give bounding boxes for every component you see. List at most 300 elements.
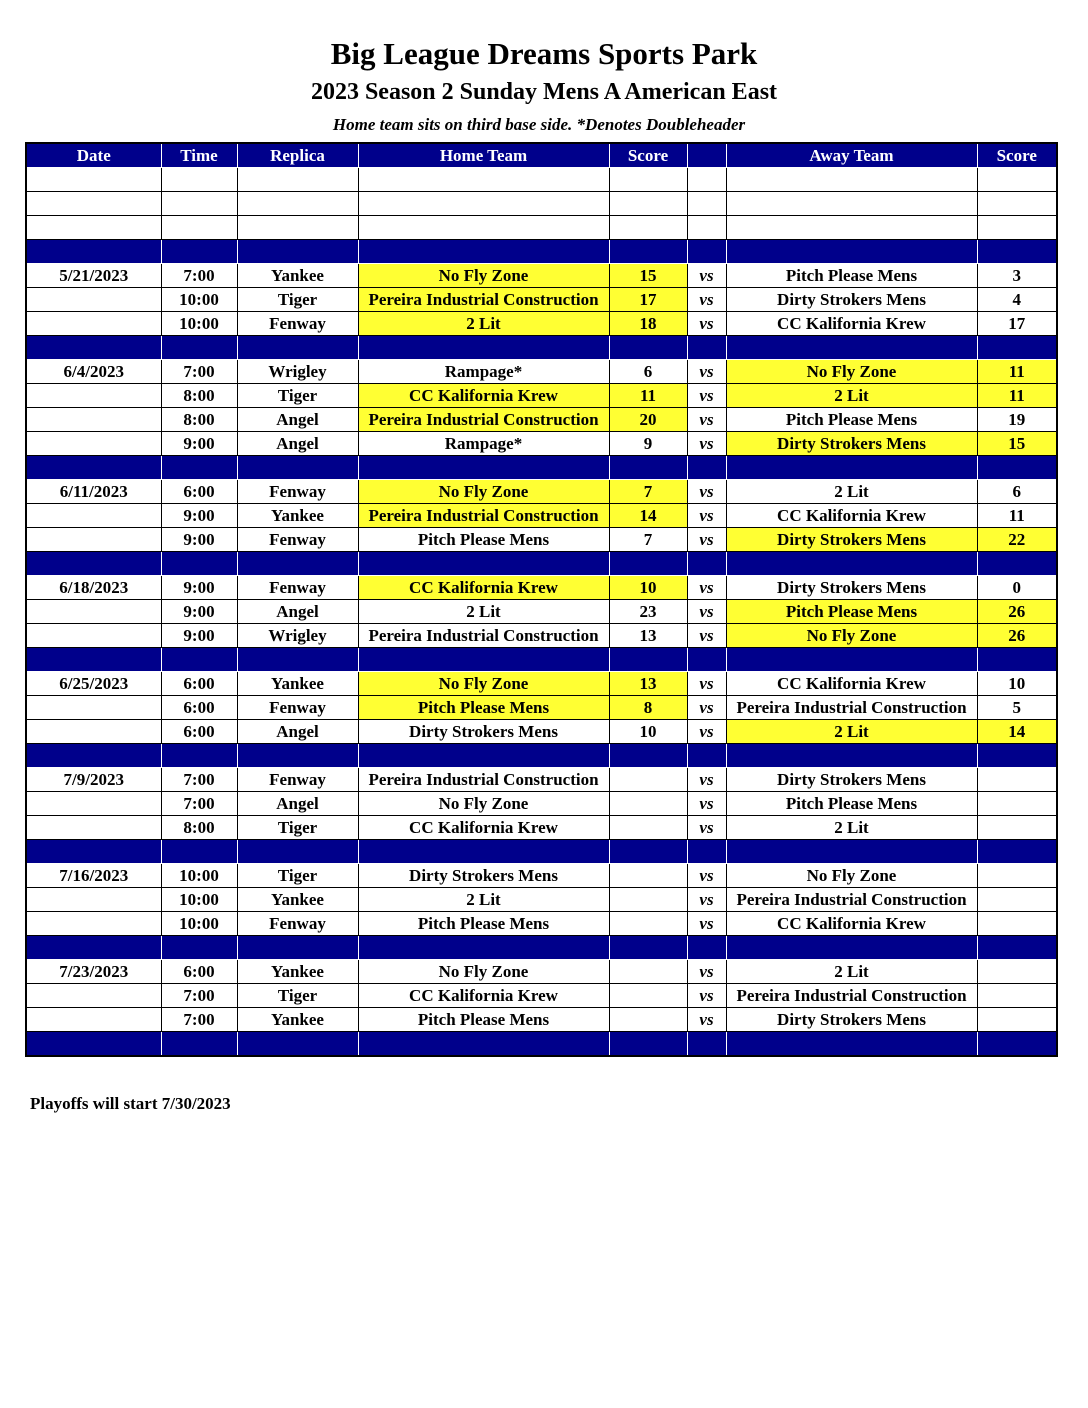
- home-team-cell: Pereira Industrial Construction: [358, 408, 609, 432]
- time-cell: 6:00: [161, 672, 237, 696]
- band-cell: [237, 552, 358, 576]
- time-cell: 6:00: [161, 960, 237, 984]
- time-cell: 10:00: [161, 864, 237, 888]
- away-score-cell: 0: [977, 576, 1057, 600]
- home-score-cell: 9: [609, 432, 687, 456]
- home-score-cell: [609, 984, 687, 1008]
- home-team-cell: CC Kalifornia Krew: [358, 984, 609, 1008]
- home-team-cell: Dirty Strokers Mens: [358, 720, 609, 744]
- away-team-cell: Dirty Strokers Mens: [726, 1008, 977, 1032]
- band-cell: [26, 456, 161, 480]
- game-row: [26, 984, 1057, 1008]
- away-score-cell: 26: [977, 600, 1057, 624]
- away-score-cell: [977, 912, 1057, 936]
- schedule-note: Home team sits on third base side. *Denotes Doubleheader: [332, 115, 746, 134]
- empty-cell: [726, 168, 977, 192]
- away-score-cell: 11: [977, 504, 1057, 528]
- home-team-cell: CC Kalifornia Krew: [358, 576, 609, 600]
- home-team-cell: 2 Lit: [358, 312, 609, 336]
- band-cell: [687, 456, 726, 480]
- home-team-cell: Pereira Industrial Construction: [358, 504, 609, 528]
- time-cell: 8:00: [161, 384, 237, 408]
- home-team-cell: Pitch Please Mens: [358, 696, 609, 720]
- playoffs-note: Playoffs will start 7/30/2023: [30, 1094, 231, 1113]
- away-team-cell: 2 Lit: [726, 480, 977, 504]
- home-team-cell: Pereira Industrial Construction: [358, 624, 609, 648]
- away-score-cell: 26: [977, 624, 1057, 648]
- band-cell: [237, 456, 358, 480]
- vs-cell: vs: [687, 984, 726, 1008]
- replica-cell: Fenway: [237, 696, 358, 720]
- vs-cell: vs: [687, 360, 726, 384]
- game-row: [26, 912, 1057, 936]
- replica-cell: Yankee: [237, 264, 358, 288]
- band-cell: [358, 456, 609, 480]
- band-cell: [977, 552, 1057, 576]
- away-team-cell: Pitch Please Mens: [726, 792, 977, 816]
- band-cell: [358, 552, 609, 576]
- empty-row: [26, 216, 1057, 240]
- vs-cell: vs: [687, 864, 726, 888]
- vs-cell: vs: [687, 888, 726, 912]
- home-score-cell: 6: [609, 360, 687, 384]
- time-cell: 7:00: [161, 360, 237, 384]
- band-cell: [609, 1032, 687, 1057]
- home-team-cell: No Fly Zone: [358, 960, 609, 984]
- vs-cell: vs: [687, 576, 726, 600]
- game-row: [26, 504, 1057, 528]
- away-team-cell: 2 Lit: [726, 720, 977, 744]
- home-score-cell: 15: [609, 264, 687, 288]
- away-team-cell: Dirty Strokers Mens: [726, 768, 977, 792]
- band-cell: [161, 552, 237, 576]
- home-score-cell: 10: [609, 576, 687, 600]
- col-header-time: Time: [161, 143, 237, 168]
- away-team-cell: CC Kalifornia Krew: [726, 504, 977, 528]
- vs-cell: vs: [687, 1008, 726, 1032]
- replica-cell: Tiger: [237, 816, 358, 840]
- game-row: [26, 600, 1057, 624]
- band-cell: [237, 336, 358, 360]
- game-row: [26, 480, 1057, 504]
- band-cell: [26, 240, 161, 264]
- separator-band: [26, 936, 1057, 960]
- empty-cell: [358, 216, 609, 240]
- empty-cell: [977, 216, 1057, 240]
- game-row: [26, 792, 1057, 816]
- empty-cell: [26, 216, 161, 240]
- away-team-cell: Dirty Strokers Mens: [726, 288, 977, 312]
- away-team-cell: Pitch Please Mens: [726, 408, 977, 432]
- time-cell: 6:00: [161, 720, 237, 744]
- vs-cell: vs: [687, 504, 726, 528]
- band-cell: [726, 336, 977, 360]
- vs-cell: vs: [687, 960, 726, 984]
- band-cell: [237, 744, 358, 768]
- band-cell: [26, 744, 161, 768]
- away-score-cell: [977, 888, 1057, 912]
- time-cell: 7:00: [161, 264, 237, 288]
- vs-cell: vs: [687, 600, 726, 624]
- band-cell: [726, 840, 977, 864]
- home-score-cell: 13: [609, 672, 687, 696]
- replica-cell: Fenway: [237, 528, 358, 552]
- band-cell: [609, 744, 687, 768]
- game-row: [26, 720, 1057, 744]
- empty-cell: [161, 192, 237, 216]
- band-cell: [26, 336, 161, 360]
- home-team-cell: Pereira Industrial Construction: [358, 288, 609, 312]
- vs-cell: vs: [687, 912, 726, 936]
- page-title: Big League Dreams Sports Park: [330, 36, 758, 71]
- date-cell: [26, 696, 161, 720]
- empty-cell: [609, 216, 687, 240]
- vs-cell: vs: [687, 480, 726, 504]
- home-team-cell: Pitch Please Mens: [358, 1008, 609, 1032]
- away-score-cell: [977, 1008, 1057, 1032]
- home-score-cell: 7: [609, 480, 687, 504]
- replica-cell: Angel: [237, 600, 358, 624]
- empty-cell: [237, 168, 358, 192]
- time-cell: 9:00: [161, 624, 237, 648]
- date-cell: [26, 1008, 161, 1032]
- home-team-cell: No Fly Zone: [358, 672, 609, 696]
- time-cell: 9:00: [161, 432, 237, 456]
- band-cell: [977, 456, 1057, 480]
- band-cell: [358, 648, 609, 672]
- game-row: [26, 312, 1057, 336]
- date-cell: [26, 816, 161, 840]
- date-cell: [26, 720, 161, 744]
- game-row: [26, 432, 1057, 456]
- away-team-cell: 2 Lit: [726, 384, 977, 408]
- separator-band: [26, 552, 1057, 576]
- home-team-cell: Pitch Please Mens: [358, 528, 609, 552]
- separator-band: [26, 648, 1057, 672]
- game-row: [26, 1008, 1057, 1032]
- date-cell: 6/25/2023: [26, 672, 161, 696]
- band-cell: [237, 648, 358, 672]
- home-team-cell: Dirty Strokers Mens: [358, 864, 609, 888]
- away-score-cell: [977, 768, 1057, 792]
- date-cell: 6/11/2023: [26, 480, 161, 504]
- home-team-cell: Rampage*: [358, 360, 609, 384]
- game-row: [26, 960, 1057, 984]
- band-cell: [977, 840, 1057, 864]
- band-cell: [237, 840, 358, 864]
- band-cell: [726, 648, 977, 672]
- band-cell: [726, 552, 977, 576]
- vs-cell: vs: [687, 312, 726, 336]
- date-cell: [26, 600, 161, 624]
- away-score-cell: 11: [977, 384, 1057, 408]
- time-cell: 6:00: [161, 696, 237, 720]
- away-team-cell: No Fly Zone: [726, 624, 977, 648]
- game-row: [26, 576, 1057, 600]
- time-cell: 10:00: [161, 912, 237, 936]
- away-team-cell: Pereira Industrial Construction: [726, 696, 977, 720]
- empty-cell: [687, 216, 726, 240]
- home-team-cell: 2 Lit: [358, 888, 609, 912]
- replica-cell: Fenway: [237, 768, 358, 792]
- date-cell: [26, 504, 161, 528]
- game-row: [26, 384, 1057, 408]
- game-row: [26, 528, 1057, 552]
- away-score-cell: 14: [977, 720, 1057, 744]
- table-header-row: [26, 143, 1057, 168]
- band-cell: [161, 648, 237, 672]
- band-cell: [358, 936, 609, 960]
- away-score-cell: 6: [977, 480, 1057, 504]
- date-cell: [26, 408, 161, 432]
- band-cell: [977, 240, 1057, 264]
- band-cell: [726, 456, 977, 480]
- away-score-cell: 22: [977, 528, 1057, 552]
- date-cell: 7/23/2023: [26, 960, 161, 984]
- away-score-cell: 11: [977, 360, 1057, 384]
- band-cell: [26, 552, 161, 576]
- home-score-cell: 17: [609, 288, 687, 312]
- time-cell: 6:00: [161, 480, 237, 504]
- time-cell: 10:00: [161, 312, 237, 336]
- empty-cell: [977, 168, 1057, 192]
- replica-cell: Angel: [237, 720, 358, 744]
- band-cell: [687, 936, 726, 960]
- replica-cell: Wrigley: [237, 360, 358, 384]
- empty-cell: [977, 192, 1057, 216]
- replica-cell: Fenway: [237, 576, 358, 600]
- band-cell: [237, 936, 358, 960]
- band-cell: [977, 936, 1057, 960]
- band-cell: [609, 240, 687, 264]
- band-cell: [161, 936, 237, 960]
- home-score-cell: 18: [609, 312, 687, 336]
- vs-cell: vs: [687, 264, 726, 288]
- separator-band: [26, 456, 1057, 480]
- date-cell: 5/21/2023: [26, 264, 161, 288]
- band-cell: [358, 240, 609, 264]
- band-cell: [609, 648, 687, 672]
- time-cell: 9:00: [161, 576, 237, 600]
- band-cell: [26, 1032, 161, 1057]
- away-team-cell: Dirty Strokers Mens: [726, 528, 977, 552]
- time-cell: 10:00: [161, 288, 237, 312]
- vs-cell: vs: [687, 816, 726, 840]
- away-score-cell: [977, 864, 1057, 888]
- away-team-cell: Pereira Industrial Construction: [726, 888, 977, 912]
- band-cell: [26, 648, 161, 672]
- replica-cell: Yankee: [237, 960, 358, 984]
- home-team-cell: CC Kalifornia Krew: [358, 816, 609, 840]
- empty-cell: [26, 192, 161, 216]
- date-cell: [26, 528, 161, 552]
- game-row: [26, 696, 1057, 720]
- home-score-cell: 13: [609, 624, 687, 648]
- band-cell: [726, 1032, 977, 1057]
- empty-cell: [609, 168, 687, 192]
- vs-cell: vs: [687, 408, 726, 432]
- replica-cell: Angel: [237, 432, 358, 456]
- replica-cell: Fenway: [237, 312, 358, 336]
- away-team-cell: Dirty Strokers Mens: [726, 432, 977, 456]
- replica-cell: Fenway: [237, 912, 358, 936]
- vs-cell: vs: [687, 288, 726, 312]
- away-score-cell: 5: [977, 696, 1057, 720]
- band-cell: [358, 336, 609, 360]
- schedule-body: [26, 168, 1057, 1057]
- empty-cell: [26, 168, 161, 192]
- band-cell: [358, 744, 609, 768]
- vs-cell: vs: [687, 768, 726, 792]
- band-cell: [977, 336, 1057, 360]
- empty-row: [26, 192, 1057, 216]
- col-header-away-score: Score: [977, 143, 1057, 168]
- band-cell: [609, 552, 687, 576]
- time-cell: 7:00: [161, 1008, 237, 1032]
- band-cell: [161, 240, 237, 264]
- time-cell: 9:00: [161, 504, 237, 528]
- vs-cell: vs: [687, 384, 726, 408]
- empty-cell: [687, 168, 726, 192]
- replica-cell: Tiger: [237, 984, 358, 1008]
- vs-cell: vs: [687, 432, 726, 456]
- empty-cell: [237, 216, 358, 240]
- band-cell: [161, 744, 237, 768]
- col-header-home-team: Home Team: [358, 143, 609, 168]
- replica-cell: Yankee: [237, 888, 358, 912]
- schedule-table: [25, 142, 1058, 1057]
- replica-cell: Tiger: [237, 864, 358, 888]
- away-team-cell: Dirty Strokers Mens: [726, 576, 977, 600]
- home-score-cell: 14: [609, 504, 687, 528]
- date-cell: 7/16/2023: [26, 864, 161, 888]
- date-cell: [26, 912, 161, 936]
- vs-cell: vs: [687, 792, 726, 816]
- date-cell: 6/4/2023: [26, 360, 161, 384]
- empty-row: [26, 168, 1057, 192]
- band-cell: [726, 240, 977, 264]
- band-cell: [358, 1032, 609, 1057]
- separator-band: [26, 744, 1057, 768]
- band-cell: [26, 936, 161, 960]
- time-cell: 7:00: [161, 984, 237, 1008]
- home-score-cell: [609, 768, 687, 792]
- col-header-vs: [687, 143, 726, 168]
- time-cell: 9:00: [161, 600, 237, 624]
- band-cell: [237, 1032, 358, 1057]
- game-row: [26, 624, 1057, 648]
- away-score-cell: [977, 792, 1057, 816]
- col-header-replica: Replica: [237, 143, 358, 168]
- band-cell: [609, 840, 687, 864]
- away-team-cell: 2 Lit: [726, 816, 977, 840]
- away-team-cell: 2 Lit: [726, 960, 977, 984]
- home-score-cell: 8: [609, 696, 687, 720]
- vs-cell: vs: [687, 696, 726, 720]
- separator-band: [26, 1032, 1057, 1057]
- away-team-cell: Pereira Industrial Construction: [726, 984, 977, 1008]
- away-score-cell: 10: [977, 672, 1057, 696]
- away-score-cell: 4: [977, 288, 1057, 312]
- col-header-away-team: Away Team: [726, 143, 977, 168]
- empty-cell: [726, 192, 977, 216]
- game-row: [26, 672, 1057, 696]
- band-cell: [977, 744, 1057, 768]
- game-row: [26, 888, 1057, 912]
- band-cell: [161, 336, 237, 360]
- replica-cell: Angel: [237, 408, 358, 432]
- band-cell: [687, 648, 726, 672]
- home-team-cell: No Fly Zone: [358, 792, 609, 816]
- away-score-cell: 3: [977, 264, 1057, 288]
- game-row: [26, 864, 1057, 888]
- away-score-cell: [977, 960, 1057, 984]
- col-header-home-score: Score: [609, 143, 687, 168]
- date-cell: [26, 384, 161, 408]
- home-score-cell: [609, 960, 687, 984]
- home-score-cell: 20: [609, 408, 687, 432]
- vs-cell: vs: [687, 624, 726, 648]
- date-cell: [26, 624, 161, 648]
- replica-cell: Tiger: [237, 384, 358, 408]
- replica-cell: Wrigley: [237, 624, 358, 648]
- time-cell: 7:00: [161, 792, 237, 816]
- empty-cell: [161, 168, 237, 192]
- home-score-cell: [609, 792, 687, 816]
- home-score-cell: 23: [609, 600, 687, 624]
- band-cell: [977, 648, 1057, 672]
- band-cell: [161, 840, 237, 864]
- replica-cell: Angel: [237, 792, 358, 816]
- away-score-cell: 15: [977, 432, 1057, 456]
- band-cell: [161, 1032, 237, 1057]
- home-team-cell: Pitch Please Mens: [358, 912, 609, 936]
- vs-cell: vs: [687, 672, 726, 696]
- game-row: [26, 264, 1057, 288]
- separator-band: [26, 840, 1057, 864]
- time-cell: 9:00: [161, 528, 237, 552]
- time-cell: 10:00: [161, 888, 237, 912]
- time-cell: 7:00: [161, 768, 237, 792]
- band-cell: [977, 1032, 1057, 1057]
- home-score-cell: [609, 864, 687, 888]
- time-cell: 8:00: [161, 408, 237, 432]
- empty-cell: [358, 192, 609, 216]
- empty-cell: [687, 192, 726, 216]
- vs-cell: vs: [687, 528, 726, 552]
- away-team-cell: CC Kalifornia Krew: [726, 912, 977, 936]
- band-cell: [687, 744, 726, 768]
- date-cell: [26, 984, 161, 1008]
- page-subtitle: 2023 Season 2 Sunday Mens A American East: [310, 79, 778, 105]
- away-team-cell: Pitch Please Mens: [726, 600, 977, 624]
- band-cell: [26, 840, 161, 864]
- home-score-cell: 11: [609, 384, 687, 408]
- separator-band: [26, 240, 1057, 264]
- date-cell: 6/18/2023: [26, 576, 161, 600]
- empty-cell: [161, 216, 237, 240]
- home-score-cell: 10: [609, 720, 687, 744]
- replica-cell: Yankee: [237, 1008, 358, 1032]
- home-score-cell: 7: [609, 528, 687, 552]
- home-score-cell: [609, 912, 687, 936]
- home-team-cell: No Fly Zone: [358, 264, 609, 288]
- away-score-cell: 19: [977, 408, 1057, 432]
- replica-cell: Yankee: [237, 672, 358, 696]
- game-row: [26, 408, 1057, 432]
- time-cell: 8:00: [161, 816, 237, 840]
- band-cell: [609, 456, 687, 480]
